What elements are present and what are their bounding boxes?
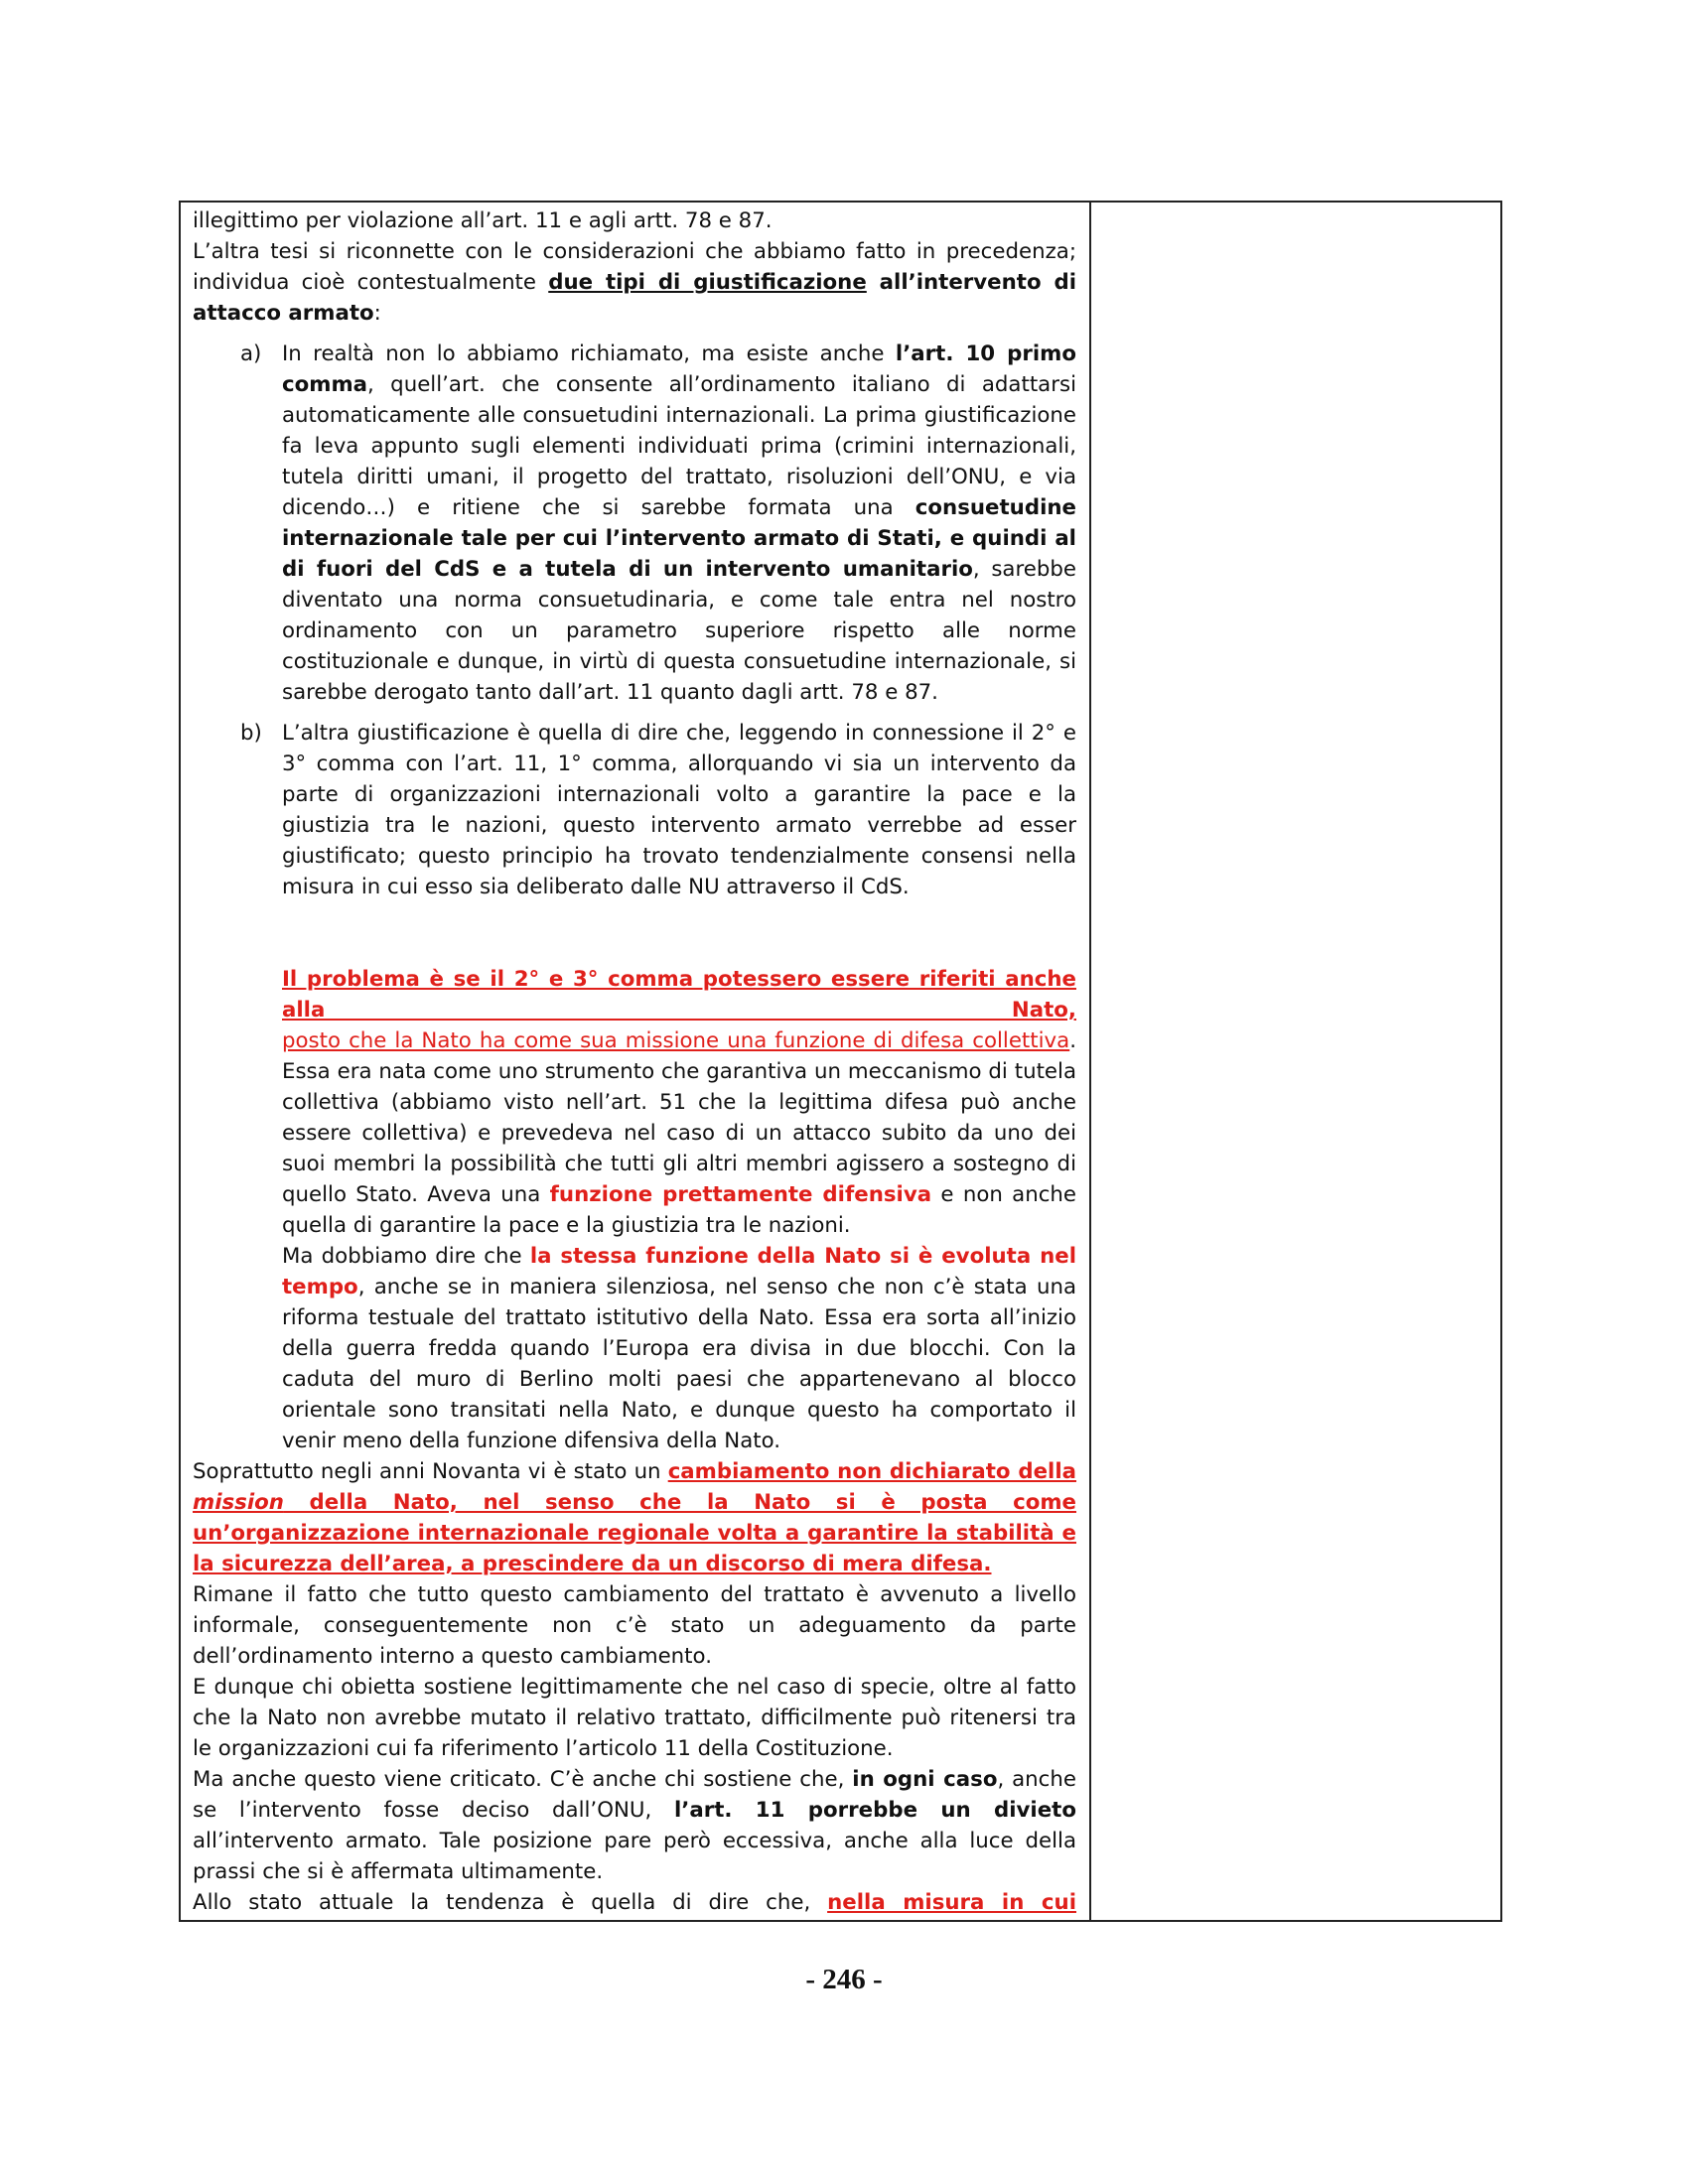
list-text-a: In realtà non lo abbiamo richiamato, ma esiste anche l’art. 10 primo comma, quell’art. che consente all’ordinamento italiano di adattarsi automaticamente alle consuetudini internazionali. La prima giustificazione fa leva appunto sugli elementi individuati prima (crimini internazionali, tutela diritti umani, il progetto del trattato, risoluzioni dell’ONU, e via dicendo…) e ritiene che si sarebbe formata una consuetudine internazionale tale per cui l’intervento armato di Stati, e quindi al di fuori del CdS e a tutela di un intervento umanitario, sarebbe diventato una norma consuetudinaria, e come tale entra nel nostro ordinamento con un parametro superiore rispetto alle norme costituzionale e dunque, in virtù di questa consuetudine internazionale, si sarebbe derogato tanto dall’art. 11 quanto dagli artt. 78 e 87.	[282, 341, 1076, 705]
nato-defensive-highlight: funzione prettamente difensiva	[549, 1182, 932, 1207]
main-column	[181, 203, 1091, 1920]
list-item-b	[193, 718, 1076, 902]
nato-section: Il problema è se il 2° e 3° comma potessero essere riferiti anche alla Nato, posto che la Nato ha come sua missione una funzione di difesa collettiva. Essa era nata come uno strumento che garantiva un meccanismo di tutela collettiva (abbiamo visto nell’art. 51 che la legittima difesa può anche essere collettiva) e prevedeva nel caso di un attacco subito da uno dei suoi membri la possibilità che tutti gli altri membri agissero a sostegno di quello Stato. Aveva una funzione prettamente difensiva e non anche quella di garantire la pace e la giustizia tra le nazioni. Ma dobbiamo dire che la stessa funzione della Nato si è evoluta nel tempo, anche se in maniera silenziosa, nel senso che non c’è stata una riforma testuale del trattato istitutivo della Nato. Essa era sorta all’inizio della guerra fredda quando l’Europa era divisa in due blocchi. Con la caduta del muro di Berlino molti paesi che appartenevano al blocco orientale sono transitati nella Nato, e dunque questo ha comportato il venir meno della funzione difensiva della Nato.	[282, 967, 1077, 1453]
content-table	[179, 201, 1502, 1922]
nato-mission-highlight: posto che la Nato ha come sua missione una funzione di difesa collettiva	[282, 1028, 1070, 1053]
nato-evolution-highlight: la stessa funzione della Nato si è evoluta nel tempo	[282, 1244, 1076, 1299]
list-label-b: b)	[240, 721, 262, 746]
highlight-two-justifications: due tipi di giustificazione	[548, 270, 867, 295]
paragraph-6: Ma anche questo viene criticato. C’è anche chi sostiene che, in ogni caso, anche se l’intervento fosse deciso dall’ONU, l’art. 11 porrebbe un divieto all’intervento armato. Tale posizione pare però eccessiva, anche alla luce della prassi che si è affermata ultimamente.	[193, 1767, 1076, 1884]
paragraph-3: Soprattutto negli anni Novanta vi è stato un cambiamento non dichiarato della mission della Nato, nel senso che la Nato si è posta come un’organizzazione internazionale regionale volta a garantire la stabilità e la sicurezza dell’area, a prescindere da un discorso di mera difesa.	[193, 1459, 1076, 1576]
list-label-a: a)	[240, 341, 262, 366]
paragraph-2: L’altra tesi si riconnette con le considerazioni che abbiamo fatto in precedenza; individua cioè contestualmente due tipi di giustificazione all’intervento di attacco armato:	[193, 239, 1076, 326]
paragraph-1: illegittimo per violazione all’art. 11 e agli artt. 78 e 87.	[193, 208, 773, 233]
notes-column	[1091, 203, 1500, 1920]
list-text-b: L’altra giustificazione è quella di dire che, leggendo in connessione il 2° e 3° comma con l’art. 11, 1° comma, allorquando vi sia un intervento da parte di organizzazioni internazionali volto a garantire la pace e la giustizia tra le nazioni, questo intervento armato verrebbe ad esser giustificato; questo principio ha trovato tendenzialmente consensi nella misura in cui esso sia deliberato dalle NU attraverso il CdS.	[282, 721, 1076, 899]
paragraph-5: E dunque chi obietta sostiene legittimamente che nel caso di specie, oltre al fatto che la Nato non avrebbe mutato il relativo trattato, difficilmente può ritenersi tra le organizzazioni cui fa riferimento l’articolo 11 della Costituzione.	[193, 1675, 1076, 1761]
nato-problem-heading: Il problema è se il 2° e 3° comma potessero essere riferiti anche alla Nato,	[282, 967, 1076, 1023]
paragraph-7: Allo stato attuale la tendenza è quella di dire che, nella misura in cui	[193, 1890, 1076, 1915]
list-item-a	[193, 339, 1076, 708]
page-number: - 246 -	[805, 1964, 883, 1995]
paragraph-4: Rimane il fatto che tutto questo cambiamento del trattato è avvenuto a livello informale, conseguentemente non c’è stato un adeguamento da parte dell’ordinamento interno a questo cambiamento.	[193, 1582, 1076, 1669]
